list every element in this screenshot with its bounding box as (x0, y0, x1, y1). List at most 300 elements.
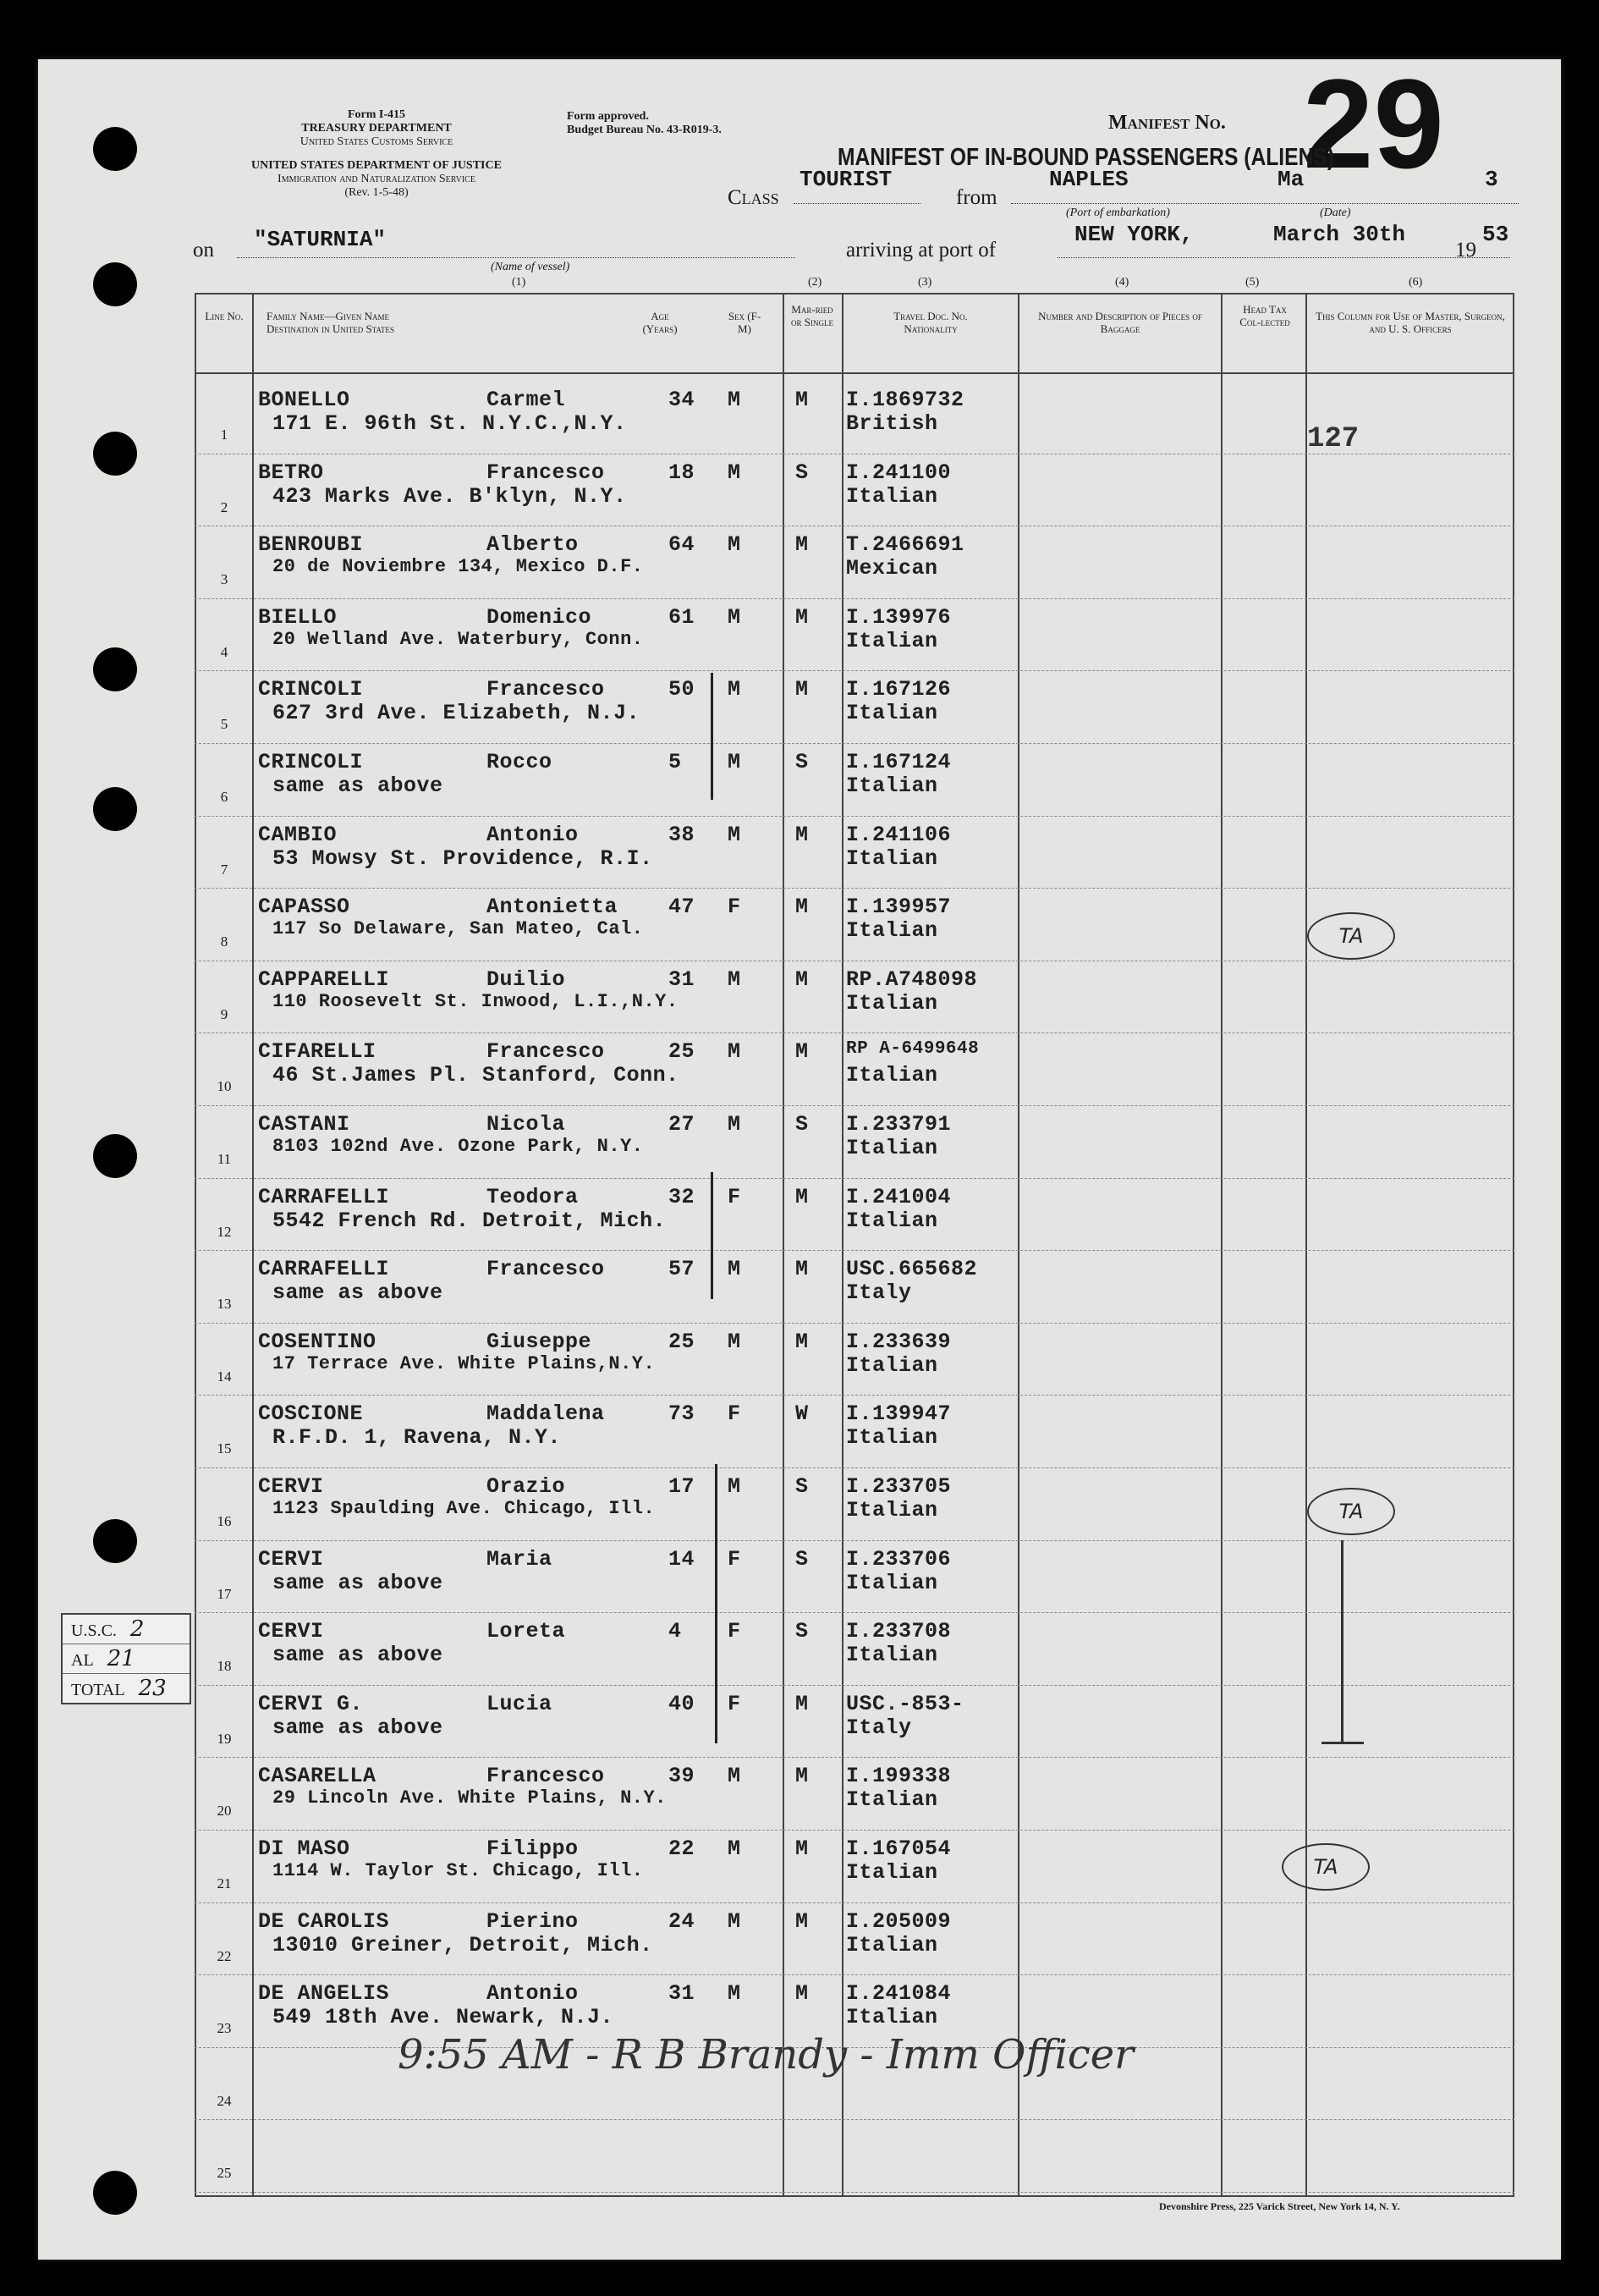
row-divider (195, 2119, 1514, 2120)
row-divider (195, 1757, 1514, 1758)
given-name: Antonio (486, 822, 579, 847)
given-name: Francesco (486, 1257, 605, 1282)
travel-doc: I.233639 (846, 1329, 952, 1354)
family-name: BETRO (258, 460, 324, 485)
given-name: Antonio (486, 1981, 579, 2007)
travel-doc: I.241106 (846, 822, 952, 847)
age: 17 (668, 1474, 695, 1499)
sex: M (728, 1257, 741, 1282)
travel-doc: I.233705 (846, 1474, 952, 1499)
punch-hole (93, 262, 137, 306)
destination: 53 Mowsy St. Providence, R.I. (272, 845, 653, 871)
family-name: CRINCOLI (258, 750, 364, 774)
age: 5 (668, 750, 682, 774)
row-divider (195, 1323, 1514, 1324)
given-name: Orazio (486, 1474, 566, 1499)
marital-status: W (795, 1401, 809, 1427)
arrival-port: NEW YORK, (1074, 222, 1194, 247)
embark-port: NAPLES (1049, 167, 1129, 192)
row-divider (195, 1685, 1514, 1686)
form-revision: (Rev. 1-5-48) (344, 186, 409, 199)
approved-label: Form approved. (567, 110, 649, 123)
tally-usc-label: U.S.C. (71, 1622, 117, 1640)
given-name: Francesco (486, 1039, 605, 1065)
col-divider (252, 293, 254, 2197)
given-name: Lucia (486, 1691, 552, 1716)
family-name: CARRAFELLI (258, 1184, 390, 1209)
travel-doc: T.2466691 (846, 532, 964, 558)
sex: M (728, 750, 741, 774)
tally-al (63, 1644, 190, 1674)
head-tax-note: 127 (1307, 423, 1360, 455)
class-value: TOURIST (800, 167, 893, 192)
marital-status: M (795, 532, 809, 558)
nationality: Italian (846, 918, 938, 944)
nationality: Italian (846, 845, 938, 871)
header-head-tax: Head Tax Col-lected (1239, 303, 1290, 328)
destination: 549 18th Ave. Newark, N.J. (272, 2005, 614, 2030)
age: 31 (668, 1981, 695, 2007)
marital-status: M (795, 1764, 809, 1789)
destination: same as above (272, 774, 443, 798)
family-name: CASTANI (258, 1112, 350, 1137)
col-divider (1221, 293, 1223, 2197)
age: 22 (668, 1836, 695, 1861)
tally-total-value: 23 (138, 1676, 167, 1701)
line-number: 20 (217, 1803, 232, 1820)
marital-status: M (795, 388, 809, 412)
nationality: Italian (846, 1063, 938, 1088)
travel-doc: I.241100 (846, 460, 952, 485)
family-name: BENROUBI (258, 532, 364, 558)
class-underline (794, 203, 920, 204)
row-divider (195, 1395, 1514, 1396)
family-name: DI MASO (258, 1836, 350, 1861)
sex: M (728, 604, 741, 630)
travel-doc: RP A-6499648 (846, 1039, 980, 1060)
colnum-1: (1) (512, 276, 526, 289)
punch-hole (93, 1519, 137, 1563)
destination: 17 Terrace Ave. White Plains,N.Y. (272, 1352, 656, 1374)
sex: F (728, 1691, 741, 1716)
nationality: Italian (846, 483, 938, 509)
line-number: 13 (217, 1296, 232, 1313)
line-number: 9 (220, 1005, 228, 1022)
line-number: 11 (217, 1151, 232, 1167)
destination: 117 So Delaware, San Mateo, Cal. (272, 918, 644, 940)
travel-doc: I.139976 (846, 604, 952, 630)
destination: same as above (272, 1280, 443, 1306)
nationality: Italian (846, 2005, 938, 2030)
ta-mark: TA (1307, 1488, 1395, 1535)
sex: F (728, 1401, 741, 1427)
col-divider (842, 293, 843, 2197)
nationality: Italian (846, 1136, 938, 1160)
nationality: Italian (846, 774, 938, 798)
family-name: CIFARELLI (258, 1039, 376, 1065)
travel-doc: I.1869732 (846, 388, 964, 412)
given-name: Alberto (486, 532, 579, 558)
nationality: Italian (846, 1352, 938, 1378)
header-destination: Destination in United States (266, 322, 395, 335)
justice-header (190, 159, 563, 200)
age: 57 (668, 1257, 695, 1282)
line-number: 12 (217, 1223, 232, 1240)
family-name: CARRAFELLI (258, 1257, 390, 1282)
marital-status: M (795, 1981, 809, 2007)
manifest-number: 29 (1303, 52, 1444, 195)
header-name: Family Name—Given Name (266, 310, 389, 322)
nationality: Mexican (846, 556, 938, 581)
header-nationality: Nationality (904, 322, 958, 335)
line-number: 23 (217, 2020, 232, 2037)
nationality: Italian (846, 1425, 938, 1451)
destination: 20 de Noviembre 134, Mexico D.F. (272, 556, 644, 578)
sex: F (728, 1546, 741, 1572)
year-prefix: 19 (1455, 239, 1476, 262)
sex: M (728, 1981, 741, 2007)
sex: M (728, 966, 741, 992)
destination: same as above (272, 1570, 443, 1595)
year-suffix: 53 (1482, 222, 1509, 247)
nationality: British (846, 411, 938, 436)
age: 27 (668, 1112, 695, 1137)
family-bracket (715, 1464, 717, 1743)
form-number: Form I-415 (347, 108, 406, 121)
given-name: Teodora (486, 1184, 579, 1209)
given-name: Nicola (486, 1112, 566, 1137)
punch-hole (93, 127, 137, 171)
sex: M (728, 460, 741, 485)
justice-dept: UNITED STATES DEPARTMENT OF JUSTICE (251, 159, 502, 172)
family-name: BIELLO (258, 604, 338, 630)
line-number: 6 (220, 789, 228, 805)
age: 61 (668, 604, 695, 630)
line-number: 18 (217, 1658, 232, 1675)
destination: 171 E. 96th St. N.Y.C.,N.Y. (272, 411, 627, 436)
nationality: Italy (846, 1280, 912, 1306)
destination: 423 Marks Ave. B'klyn, N.Y. (272, 483, 627, 509)
nationality: Italian (846, 1498, 938, 1522)
row-divider (195, 1105, 1514, 1106)
punch-hole (93, 1134, 137, 1178)
tally-total (63, 1674, 190, 1703)
line-number: 21 (217, 1875, 232, 1891)
line-number: 4 (220, 643, 228, 660)
row-divider (195, 888, 1514, 889)
marital-status: M (795, 1257, 809, 1282)
destination: same as above (272, 1715, 443, 1740)
embark-year: 3 (1485, 167, 1498, 192)
travel-doc: USC.665682 (846, 1257, 978, 1282)
punch-hole (93, 647, 137, 691)
line-number: 5 (220, 716, 228, 733)
age: 32 (668, 1184, 695, 1209)
line-number: 1 (220, 427, 228, 443)
tally-al-label: AL (71, 1651, 94, 1670)
destination: 20 Welland Ave. Waterbury, Conn. (272, 628, 644, 650)
travel-doc: I.241084 (846, 1981, 952, 2007)
given-name: Maria (486, 1546, 552, 1572)
arrival-date: March 30th (1273, 222, 1406, 247)
age: 18 (668, 460, 695, 485)
age: 38 (668, 822, 695, 847)
line-number: 25 (217, 2165, 232, 2182)
sex: M (728, 1039, 741, 1065)
printer-footer: Devonshire Press, 225 Varick Street, New York 14, N. Y. (1159, 2200, 1400, 2212)
family-name: DE CAROLIS (258, 1908, 390, 1934)
nationality: Italy (846, 1715, 912, 1740)
ta-mark: TA (1307, 912, 1395, 960)
destination: 627 3rd Ave. Elizabeth, N.J. (272, 701, 640, 726)
sex: M (728, 1764, 741, 1789)
colnum-2: (2) (808, 276, 822, 289)
vessel-caption: (Name of vessel) (491, 261, 570, 273)
punch-hole (93, 2171, 137, 2215)
header-married: Mar-ried or Single (791, 303, 833, 328)
family-name: COSCIONE (258, 1401, 364, 1427)
marital-status: S (795, 1474, 809, 1499)
line-number: 15 (217, 1440, 232, 1457)
arriving-label: arriving at port of (846, 239, 997, 262)
nationality: Italian (846, 701, 938, 726)
family-name: CAMBIO (258, 822, 338, 847)
travel-doc: I.205009 (846, 1908, 952, 1934)
travel-doc: RP.A748098 (846, 966, 978, 992)
line-number: 24 (217, 2092, 232, 2109)
row-divider (195, 2192, 1514, 2193)
punch-hole (93, 432, 137, 476)
age: 4 (668, 1619, 682, 1644)
header-baggage: Number and Description of Pieces of Baggage (1038, 310, 1202, 335)
marital-status: M (795, 1184, 809, 1209)
ins-service: Immigration and Naturalization Service (277, 173, 475, 185)
header-travel-block (854, 310, 1007, 335)
row-divider (195, 1830, 1514, 1831)
line-number: 2 (220, 498, 228, 515)
given-name: Rocco (486, 750, 552, 774)
nationality: Italian (846, 1932, 938, 1957)
destination: 8103 102nd Ave. Ozone Park, N.Y. (272, 1136, 644, 1157)
travel-doc: I.233791 (846, 1112, 952, 1137)
age: 73 (668, 1401, 695, 1427)
marital-status: S (795, 1546, 809, 1572)
nationality: Italian (846, 1787, 938, 1813)
sex: M (728, 532, 741, 558)
destination: 5542 French Rd. Detroit, Mich. (272, 1208, 667, 1233)
tally-al-value: 21 (107, 1646, 135, 1671)
marital-status: S (795, 460, 809, 485)
age: 34 (668, 388, 695, 412)
sex: M (728, 1112, 741, 1137)
destination: 1114 W. Taylor St. Chicago, Ill. (272, 1860, 644, 1881)
marital-status: M (795, 1691, 809, 1716)
marital-status: M (795, 1329, 809, 1354)
travel-doc: I.233706 (846, 1546, 952, 1572)
age: 64 (668, 532, 695, 558)
travel-doc: I.139957 (846, 895, 952, 920)
line-number: 7 (220, 861, 228, 878)
marital-status: M (795, 1908, 809, 1934)
treasury-dept: TREASURY DEPARTMENT (301, 122, 452, 135)
sex: M (728, 1474, 741, 1499)
vessel-name: "SATURNIA" (254, 227, 387, 252)
header-name-block (266, 310, 394, 335)
family-bracket (711, 1172, 713, 1299)
line-number: 3 (220, 571, 228, 588)
from-label: from (956, 186, 997, 209)
colnum-5: (5) (1245, 276, 1260, 289)
given-name: Duilio (486, 966, 566, 992)
class-label: Class (728, 186, 779, 209)
row-divider (195, 598, 1514, 599)
age: 14 (668, 1546, 695, 1572)
row-divider (195, 1974, 1514, 1975)
age: 25 (668, 1329, 695, 1354)
sex: F (728, 895, 741, 920)
age: 40 (668, 1691, 695, 1716)
tally-total-label: TOTAL (71, 1681, 125, 1699)
header-officers: This Column for Use of Master, Surgeon, and U. S. Officers (1316, 310, 1505, 335)
marital-status: M (795, 966, 809, 992)
row-divider (195, 670, 1514, 671)
marital-status: M (795, 1039, 809, 1065)
row-divider (195, 1178, 1514, 1179)
given-name: Francesco (486, 1764, 605, 1789)
col-divider (1018, 293, 1019, 2197)
form-header-left (250, 108, 503, 149)
marital-status: S (795, 1112, 809, 1137)
embark-date: Ma (1278, 167, 1305, 192)
nationality: Italian (846, 1570, 938, 1595)
row-divider (195, 816, 1514, 817)
marital-status: M (795, 895, 809, 920)
destination: 110 Roosevelt St. Inwood, L.I.,N.Y. (272, 990, 679, 1012)
destination: 1123 Spaulding Ave. Chicago, Ill. (272, 1498, 656, 1519)
sex: F (728, 1184, 741, 1209)
family-name: CERVI (258, 1474, 324, 1499)
travel-doc: I.233708 (846, 1619, 952, 1644)
family-name: COSENTINO (258, 1329, 376, 1354)
given-name: Pierino (486, 1908, 579, 1934)
arrival-underline (1058, 257, 1510, 258)
col-divider (783, 293, 784, 2197)
given-name: Francesco (486, 677, 605, 702)
destination: 13010 Greiner, Detroit, Mich. (272, 1932, 653, 1957)
row-divider (195, 1902, 1514, 1903)
colnum-6: (6) (1409, 276, 1423, 289)
tally-usc-value: 2 (129, 1616, 145, 1642)
travel-doc: I.167126 (846, 677, 952, 702)
vessel-underline (237, 257, 795, 258)
age: 25 (668, 1039, 695, 1065)
manifest-title: MANIFEST OF IN-BOUND PASSENGERS (ALIENS) (838, 144, 1335, 171)
form-approval (567, 110, 722, 137)
family-name: CERVI (258, 1619, 324, 1644)
sex: M (728, 388, 741, 412)
given-name: Loreta (486, 1619, 566, 1644)
officer-signature: 9:55 AM - R B Brandy - Imm Officer (398, 2031, 1135, 2079)
given-name: Maddalena (486, 1401, 605, 1427)
col-divider (1305, 293, 1307, 2197)
marital-status: M (795, 677, 809, 702)
header-line-no: Line No. (205, 310, 244, 322)
given-name: Giuseppe (486, 1329, 592, 1354)
marital-status: M (795, 1836, 809, 1861)
destination: R.F.D. 1, Ravena, N.Y. (272, 1425, 562, 1451)
sex: F (728, 1619, 741, 1644)
age: 31 (668, 966, 695, 992)
family-bracket (711, 673, 713, 800)
sex: M (728, 1908, 741, 1934)
marital-status: S (795, 750, 809, 774)
colnum-3: (3) (918, 276, 932, 289)
given-name: Domenico (486, 604, 592, 630)
embark-caption: (Port of embarkation) (1066, 206, 1170, 219)
family-name: CRINCOLI (258, 677, 364, 702)
nationality: Italian (846, 1208, 938, 1233)
row-divider (195, 1612, 1514, 1613)
tally-box (61, 1613, 191, 1704)
row-divider (195, 1467, 1514, 1468)
destination: 29 Lincoln Ave. White Plains, N.Y. (272, 1787, 667, 1809)
line-number: 14 (217, 1368, 232, 1385)
nationality: Italian (846, 990, 938, 1016)
ta-mark: TA (1282, 1843, 1370, 1891)
travel-doc: I.199338 (846, 1764, 952, 1789)
line-number: 22 (217, 1947, 232, 1964)
punch-hole (93, 787, 137, 831)
sex: M (728, 1836, 741, 1861)
header-age: Age (Years) (642, 310, 678, 335)
row-divider (195, 1032, 1514, 1033)
given-name: Filippo (486, 1836, 579, 1861)
age: 24 (668, 1908, 695, 1934)
destination: same as above (272, 1643, 443, 1668)
travel-doc: USC.-853- (846, 1691, 964, 1716)
row-divider (195, 1540, 1514, 1541)
from-underline (1011, 203, 1519, 204)
header-travel-doc: Travel Doc. No. (893, 310, 968, 322)
manifest-no-label: Manifest No. (1108, 112, 1226, 134)
nationality: Italian (846, 1643, 938, 1668)
sex: M (728, 1329, 741, 1354)
line-number: 16 (217, 1513, 232, 1529)
bracket-mark (1341, 1540, 1343, 1743)
given-name: Francesco (486, 460, 605, 485)
travel-doc: I.167124 (846, 750, 952, 774)
family-name: CAPPARELLI (258, 966, 390, 992)
given-name: Antonietta (486, 895, 618, 920)
destination: 46 St.James Pl. Stanford, Conn. (272, 1063, 679, 1088)
family-name: CERVI G. (258, 1691, 364, 1716)
sex: M (728, 677, 741, 702)
line-number: 19 (217, 1730, 232, 1747)
marital-status: S (795, 1619, 809, 1644)
family-name: CAPASSO (258, 895, 350, 920)
line-number: 17 (217, 1585, 232, 1602)
date-caption: (Date) (1320, 206, 1351, 219)
customs-service: United States Customs Service (299, 135, 453, 148)
line-number: 10 (217, 1078, 232, 1095)
row-divider (195, 1250, 1514, 1251)
travel-doc: I.167054 (846, 1836, 952, 1861)
age: 47 (668, 895, 695, 920)
header-sex: Sex (F-M) (728, 310, 761, 335)
nationality: Italian (846, 1860, 938, 1885)
age: 39 (668, 1764, 695, 1789)
given-name: Carmel (486, 388, 566, 412)
